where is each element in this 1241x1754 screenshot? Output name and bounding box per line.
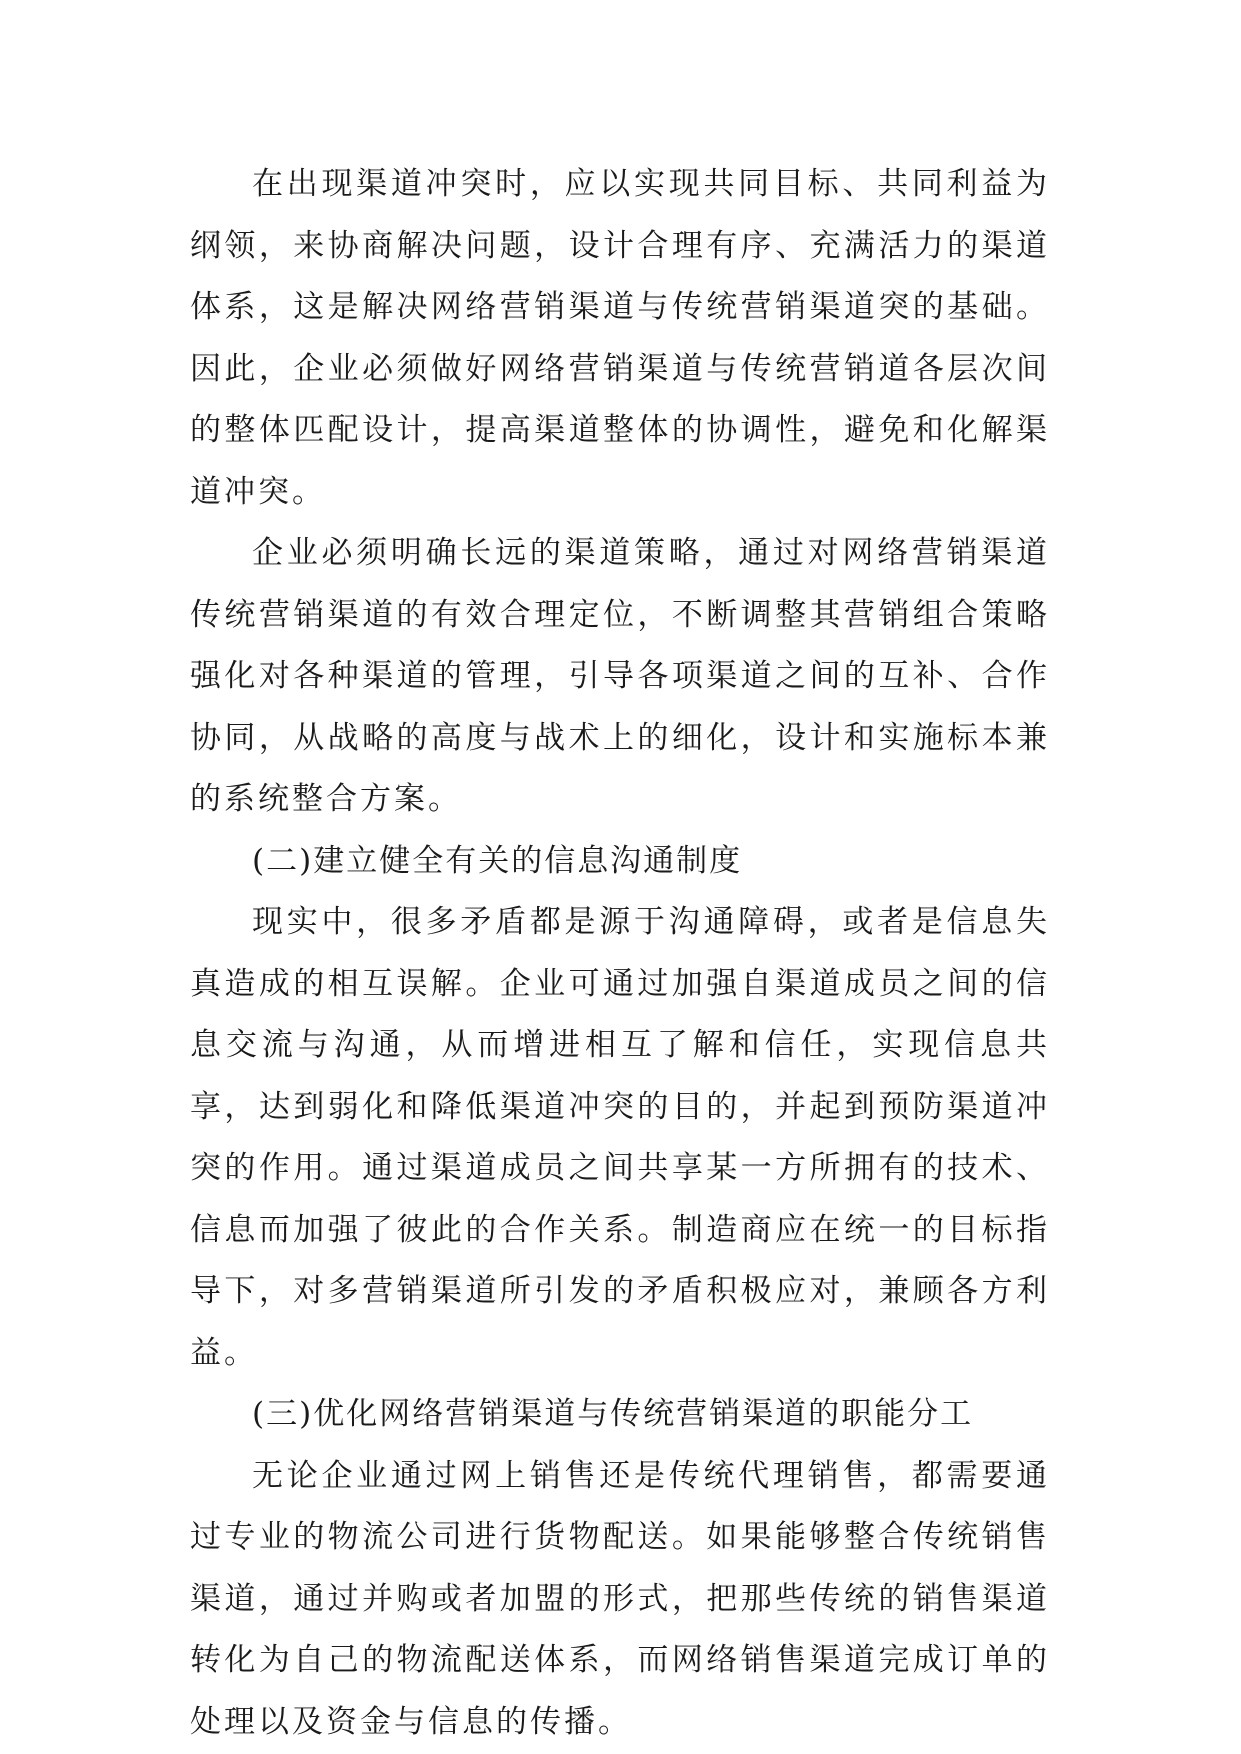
paragraph-channel-strategy: 企业必须明确长远的渠道策略，通过对网络营销渠道传统营销渠道的有效合理定位，不断调整其营销组合策略强化对各种渠道的管理，引导各项渠道之间的互补、合作协同，从战略的高度与战术上的细化，设计和实施标本兼的系统整合方案。 [190,535,1050,817]
document-body [190,154,1050,1753]
section-heading-division-of-labor: (三)优化网络营销渠道与传统营销渠道的职能分工 [252,1396,974,1432]
paragraph-channel-conflict: 在出现渠道冲突时，应以实现共同目标、共同利益为纲领，来协商解决问题，设计合理有序、充满活力的渠道体系，这是解决网络营销渠道与传统营销渠道突的基础。因此，企业必须做好网络营销渠道与传统营销道各层次间的整体匹配设计，提高渠道整体的协调性，避免和化解渠道冲突。 [190,166,1050,510]
section-heading-communication: (二)建立健全有关的信息沟通制度 [252,842,743,879]
paragraph-logistics: 无论企业通过网上销售还是传统代理销售，都需要通过专业的物流公司进行货物配送。如果能够整合传统销售渠道，通过并购或者加盟的形式，把那些传统的销售渠道转化为自己的物流配送体系，而网络销售渠道完成订单的处理以及资金与信息的传播。 [190,1457,1050,1740]
paragraph-communication: 现实中，很多矛盾都是源于沟通障碍，或者是信息失真造成的相互误解。企业可通过加强自渠道成员之间的信息交流与沟通，从而增进相互了解和信任，实现信息共享，达到弱化和降低渠道冲突的目的，并起到预防渠道冲突的作用。通过渠道成员之间共享某一方所拥有的技术、信息而加强了彼此的合作关系。制造商应在统一的目标指导下，对多营销渠道所引发的矛盾积极应对，兼顾各方利益。 [190,904,1050,1371]
